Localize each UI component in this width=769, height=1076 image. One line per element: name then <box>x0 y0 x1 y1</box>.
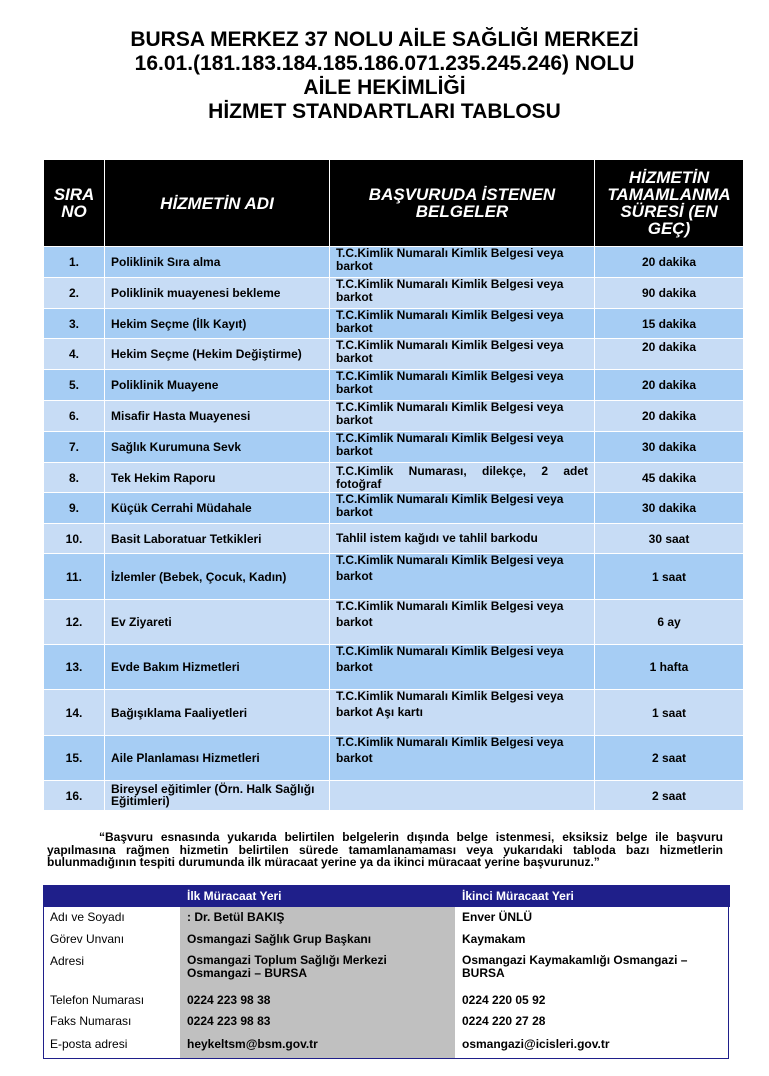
row-no: 8. <box>44 463 105 493</box>
row-documents: T.C.Kimlik Numaralı Kimlik Belgesi veya barkot <box>330 401 595 432</box>
row-duration: 30 saat <box>595 524 744 554</box>
row-documents: T.C.Kimlik Numaralı Kimlik Belgesi veya barkot Aşı kartı <box>330 690 595 736</box>
table-row <box>44 339 744 370</box>
row-no: 15. <box>44 736 105 781</box>
row-documents: T.C.Kimlik Numaralı Kimlik Belgesi veya barkot <box>330 600 595 645</box>
contact-first: 0224 223 98 83 <box>180 1009 455 1032</box>
row-duration: 20 dakika <box>595 401 744 432</box>
contact-first: Osmangazi Toplum Sağlığı Merkezi Osmangazi – BURSA <box>180 951 455 986</box>
row-documents: T.C.Kimlik Numaralı Kimlik Belgesi veya barkot <box>330 370 595 401</box>
row-service-name: Evde Bakım Hizmetleri <box>105 645 330 690</box>
row-no: 4. <box>44 339 105 370</box>
contact-table <box>43 885 730 1059</box>
table-row <box>44 524 744 554</box>
table-row <box>44 645 744 690</box>
row-documents: T.C.Kimlik Numaralı Kimlik Belgesi veya barkot <box>330 278 595 309</box>
title-line-4: HİZMET STANDARTLARI TABLOSU <box>208 100 561 123</box>
row-service-name: Poliklinik Muayene <box>105 370 330 401</box>
contact-label: E-posta adresi <box>50 1037 128 1051</box>
contact-header-first: İlk Müracaat Yeri <box>180 885 455 907</box>
contact-row <box>43 1032 730 1059</box>
row-service-name: Hekim Seçme (Hekim Değiştirme) <box>105 339 330 370</box>
row-service-name: Ev Ziyareti <box>105 600 330 645</box>
row-no: 14. <box>44 690 105 736</box>
row-duration: 1 saat <box>595 690 744 736</box>
row-duration: 45 dakika <box>595 463 744 493</box>
title-line-3: AİLE HEKİMLİĞİ <box>303 76 466 99</box>
header-hizmet-adi: HİZMETİN ADI <box>105 160 330 247</box>
complaint-note: “Başvuru esnasında yukarıda belirtilen belgelerin dışında belge istenmesi, eksiksiz belge ile başvuru yapılmasına rağmen hizmetin belirtilen sürede tamamlanamaması veya yukarıdaki tabloda bazı hizmetlerin bulunmadığının tespiti durumunda ilk müracaat yerine ya da ikinci müracaat yerine başvurunuz.” <box>47 830 723 869</box>
contact-second: Osmangazi Kaymakamlığı Osmangazi – BURSA <box>462 953 688 980</box>
row-duration: 30 dakika <box>595 432 744 463</box>
document-title <box>0 28 769 124</box>
contact-second: 0224 220 27 28 <box>462 1014 546 1028</box>
table-row <box>44 247 744 278</box>
row-duration: 2 saat <box>595 781 744 811</box>
row-service-name: Poliklinik Sıra alma <box>105 247 330 278</box>
contact-row <box>43 1009 730 1032</box>
row-service-name: Bağışıklama Faaliyetleri <box>105 690 330 736</box>
row-no: 5. <box>44 370 105 401</box>
table-row <box>44 463 744 493</box>
table-row <box>44 278 744 309</box>
row-service-name: Misafir Hasta Muayenesi <box>105 401 330 432</box>
header-belgeler: BAŞVURUDA İSTENEN BELGELER <box>330 160 595 247</box>
contact-first: 0224 223 98 38 <box>180 986 455 1009</box>
row-service-name: Basit Laboratuar Tetkikleri <box>105 524 330 554</box>
row-no: 1. <box>44 247 105 278</box>
contact-second: 0224 220 05 92 <box>462 993 546 1007</box>
contact-header-second: İkinci Müracaat Yeri <box>455 885 730 907</box>
service-standards-table <box>43 159 744 811</box>
row-duration: 20 dakika <box>595 247 744 278</box>
row-no: 7. <box>44 432 105 463</box>
contact-header-row <box>43 885 730 907</box>
row-no: 2. <box>44 278 105 309</box>
row-service-name: Poliklinik muayenesi bekleme <box>105 278 330 309</box>
table-row <box>44 401 744 432</box>
row-duration: 15 dakika <box>595 309 744 339</box>
title-line-1: BURSA MERKEZ 37 NOLU AİLE SAĞLIĞI MERKEZİ <box>130 28 639 51</box>
row-documents: T.C.Kimlik Numaralı Kimlik Belgesi veya barkot <box>330 554 595 600</box>
contact-second: osmangazi@icisleri.gov.tr <box>462 1037 610 1051</box>
contact-first: heykeltsm@bsm.gov.tr <box>180 1032 455 1059</box>
contact-row <box>43 951 730 986</box>
row-no: 9. <box>44 493 105 524</box>
row-duration: 1 hafta <box>595 645 744 690</box>
header-sira-no: SIRA NO <box>44 160 105 247</box>
row-no: 13. <box>44 645 105 690</box>
row-service-name: Aile Planlaması Hizmetleri <box>105 736 330 781</box>
contact-second: Enver ÜNLÜ <box>462 910 533 924</box>
table-row <box>44 432 744 463</box>
row-documents: Tahlil istem kağıdı ve tahlil barkodu <box>330 524 595 554</box>
row-service-name: Tek Hekim Raporu <box>105 463 330 493</box>
table-row <box>44 690 744 736</box>
row-documents: T.C.Kimlik Numaralı Kimlik Belgesi veya barkot <box>330 645 595 690</box>
row-duration: 30 dakika <box>595 493 744 524</box>
table-header-row <box>44 160 744 247</box>
row-documents: T.C.Kimlik Numaralı Kimlik Belgesi veya barkot <box>330 432 595 463</box>
row-service-name: Sağlık Kurumuna Sevk <box>105 432 330 463</box>
contact-label: Adı ve Soyadı <box>50 910 125 924</box>
header-sure: HİZMETİN TAMAMLANMA SÜRESİ (EN GEÇ) <box>595 160 744 247</box>
row-no: 16. <box>44 781 105 811</box>
row-service-name: Hekim Seçme (İlk Kayıt) <box>105 309 330 339</box>
row-documents: T.C.Kimlik Numaralı Kimlik Belgesi veya barkot <box>330 247 595 278</box>
table-row <box>44 554 744 600</box>
row-documents: T.C.Kimlik Numaralı Kimlik Belgesi veya barkot <box>330 736 595 781</box>
row-duration: 6 ay <box>595 600 744 645</box>
contact-label: Görev Unvanı <box>50 932 125 946</box>
contact-second: Kaymakam <box>462 932 526 946</box>
contact-header-blank <box>43 885 180 907</box>
contact-row <box>43 907 730 929</box>
row-service-name: İzlemler (Bebek, Çocuk, Kadın) <box>105 554 330 600</box>
table-row <box>44 736 744 781</box>
contact-row <box>43 929 730 951</box>
row-no: 11. <box>44 554 105 600</box>
row-documents <box>330 781 595 811</box>
contact-label: Faks Numarası <box>50 1014 132 1028</box>
row-documents: T.C.Kimlik Numaralı Kimlik Belgesi veya barkot <box>330 339 595 370</box>
row-duration: 2 saat <box>595 736 744 781</box>
contact-label: Adresi <box>50 954 85 968</box>
row-duration: 90 dakika <box>595 278 744 309</box>
row-no: 10. <box>44 524 105 554</box>
contact-label: Telefon Numarası <box>50 993 145 1007</box>
contact-first: : Dr. Betül BAKIŞ <box>180 907 455 929</box>
row-no: 6. <box>44 401 105 432</box>
row-no: 12. <box>44 600 105 645</box>
row-documents: T.C.Kimlik Numaralı Kimlik Belgesi veya barkot <box>330 493 595 524</box>
row-service-name: Bireysel eğitimler (Örn. Halk Sağlığı Eğitimleri) <box>105 781 330 811</box>
row-service-name: Küçük Cerrahi Müdahale <box>105 493 330 524</box>
row-duration: 20 dakika <box>595 339 744 370</box>
contact-first: Osmangazi Sağlık Grup Başkanı <box>180 929 455 951</box>
title-line-2: 16.01.(181.183.184.185.186.071.235.245.246) NOLU <box>134 52 635 75</box>
row-duration: 20 dakika <box>595 370 744 401</box>
table-row <box>44 370 744 401</box>
table-row <box>44 493 744 524</box>
row-duration: 1 saat <box>595 554 744 600</box>
row-no: 3. <box>44 309 105 339</box>
row-documents: T.C.Kimlik Numarası, dilekçe, 2 adet fotoğraf <box>330 463 595 493</box>
table-row <box>44 781 744 811</box>
table-row <box>44 309 744 339</box>
row-documents: T.C.Kimlik Numaralı Kimlik Belgesi veya barkot <box>330 309 595 339</box>
table-row <box>44 600 744 645</box>
contact-row <box>43 986 730 1009</box>
